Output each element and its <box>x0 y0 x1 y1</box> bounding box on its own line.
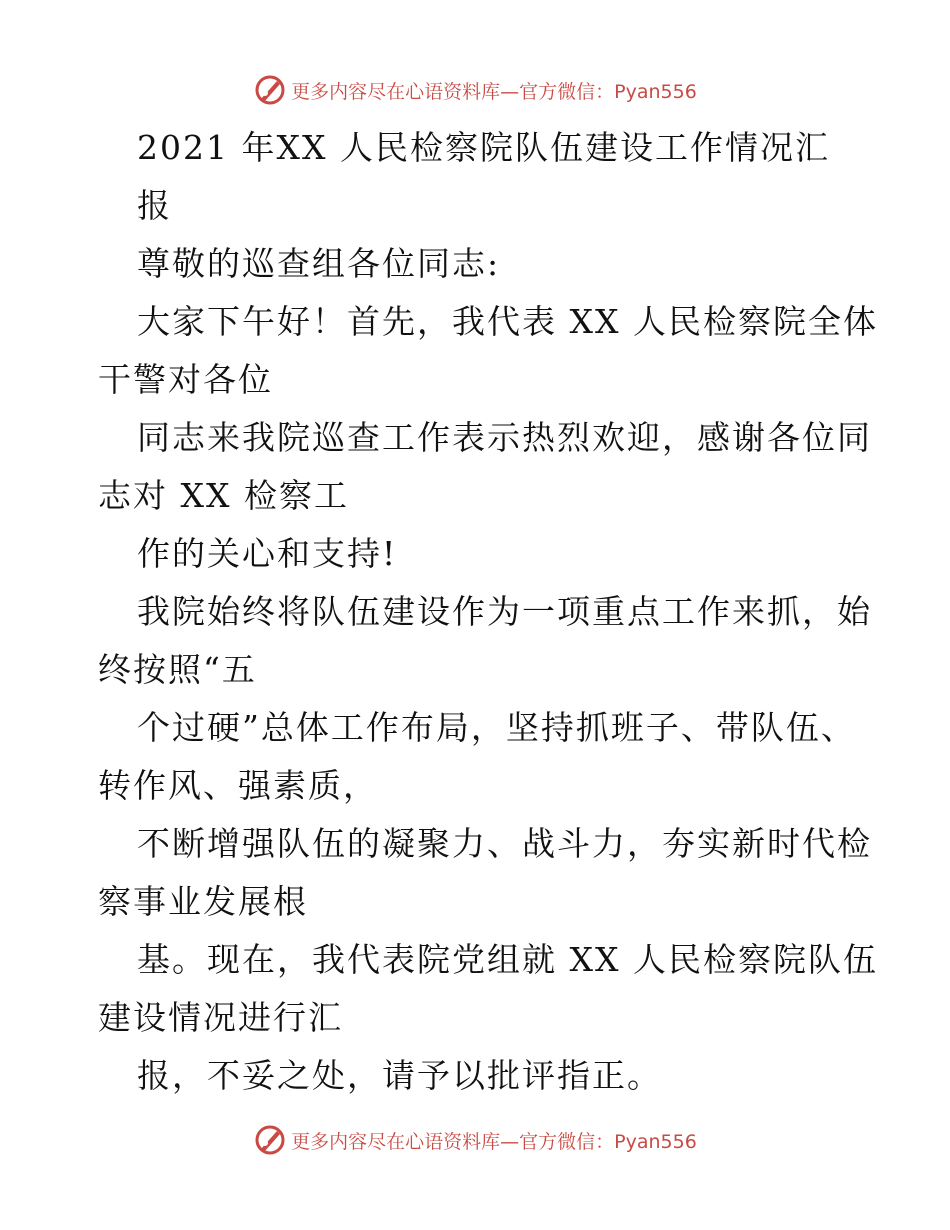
pen-logo-icon <box>253 73 287 107</box>
paragraph-line: 同志来我院巡查工作表示热烈欢迎，感谢各位同 <box>137 418 872 457</box>
title-line-1: 2021 年XX 人民检察院队伍建设工作情况汇 <box>137 128 830 167</box>
paragraph-line: 我院始终将队伍建设作为一项重点工作来抓，始 <box>137 592 872 631</box>
paragraph-line: 不断增强队伍的凝聚力、战斗力，夯实新时代检 <box>137 824 872 863</box>
paragraph-line: 个过硬”总体工作布局，坚持抓班子、带队伍、 <box>137 708 856 747</box>
footer-watermark <box>0 1120 950 1160</box>
watermark-text: 更多内容尽在心语资料库—官方微信：Pyan556 <box>291 80 697 103</box>
header-watermark <box>0 70 950 110</box>
paragraph-line: 建设情况进行汇 <box>98 998 343 1037</box>
paragraph-line: 转作风、强素质， <box>98 766 378 805</box>
paragraph-line: 终按照“五 <box>98 650 257 689</box>
pen-logo-icon <box>253 1123 287 1157</box>
title-line-2: 报 <box>137 186 172 225</box>
paragraph-line: 大家下午好！首先，我代表 XX 人民检察院全体 <box>137 302 878 341</box>
paragraph-line: 察事业发展根 <box>98 882 308 921</box>
watermark-text: 更多内容尽在心语资料库—官方微信：Pyan556 <box>291 1130 697 1153</box>
salutation: 尊敬的巡查组各位同志: <box>137 244 501 283</box>
paragraph-line: 志对 XX 检察工 <box>98 476 349 515</box>
paragraph-line: 报，不妥之处，请予以批评指正。 <box>137 1056 662 1095</box>
paragraph-line: 干警对各位 <box>98 360 273 399</box>
paragraph-line: 基。现在，我代表院党组就 XX 人民检察院队伍 <box>137 940 878 979</box>
paragraph-line: 作的关心和支持! <box>137 534 398 573</box>
